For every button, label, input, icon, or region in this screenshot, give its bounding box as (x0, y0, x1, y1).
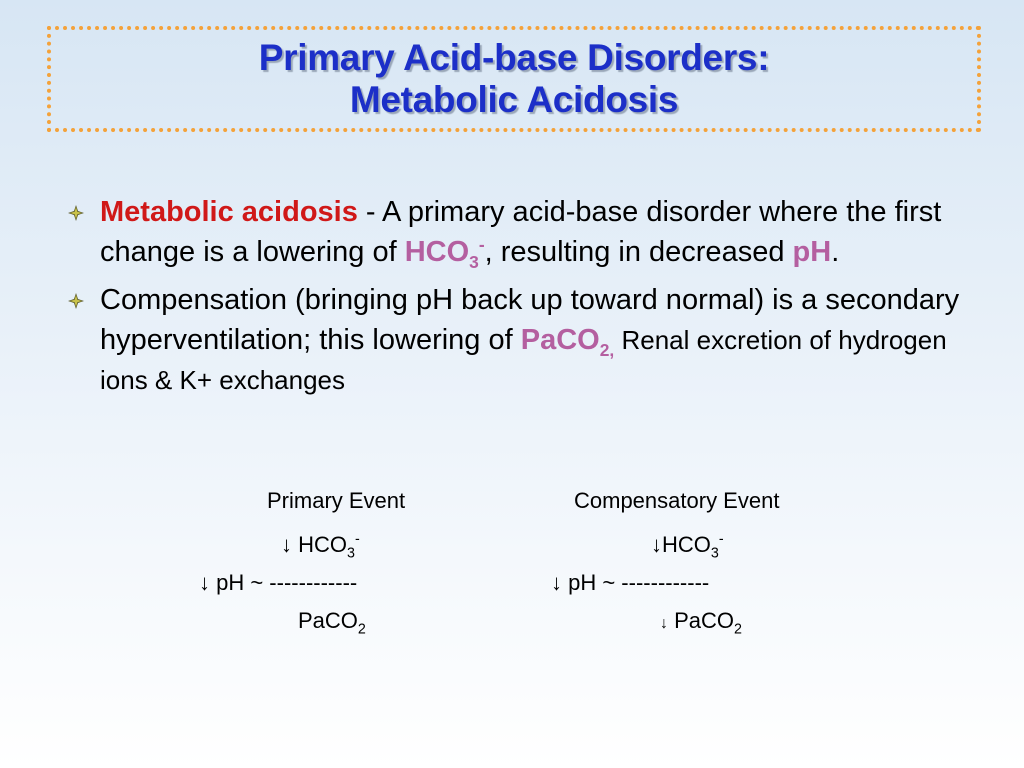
bullet2-text1: Compensation (bringing pH back up toward normal) is a secondary hyperventilation; this lowering of (100, 284, 960, 356)
term-hco3: $HCO_3^-$ (404, 234, 485, 272)
term-ph: pH (792, 236, 832, 268)
slide-title-line2: Metabolic Acidosis (349, 79, 679, 120)
primary-paco2: PaCO$_2$ (298, 608, 366, 638)
primary-ph: ↓ pH ~ ------------ (199, 570, 358, 595)
bullet-list (66, 192, 966, 408)
primary-hco3: ↓ $HCO_3^-$ (281, 531, 360, 562)
sparkle-bullet-icon (68, 205, 84, 221)
compensatory-ph: ↓ pH ~ ------------ (551, 570, 710, 595)
sparkle-bullet-icon (68, 293, 84, 309)
term-metabolic-acidosis: Metabolic acidosis (100, 196, 358, 228)
compensatory-paco2: ↓ PaCO$_2$ (660, 608, 742, 638)
bullet-metabolic-acidosis (66, 192, 966, 272)
bullet-compensation (66, 280, 966, 400)
compensatory-hco3: $↓HCO_3^-$ (651, 531, 724, 562)
compensatory-event-header: Compensatory Event (574, 488, 780, 513)
title-box (47, 26, 981, 132)
bullet1-text2: , resulting in decreased (484, 236, 793, 268)
bullet1-text3: . (831, 236, 840, 268)
slide-title-line1: Primary Acid-base Disorders: (258, 37, 770, 78)
bullet2-text2: Renal excretion of hydrogen ions & K+ exchanges (100, 325, 947, 395)
primary-event-header: Primary Event (267, 488, 406, 513)
term-paco2: PaCO$_{2,}$ (520, 324, 615, 360)
bullet1-text1: - A primary acid-base disorder where the first change is a lowering of (100, 196, 942, 268)
